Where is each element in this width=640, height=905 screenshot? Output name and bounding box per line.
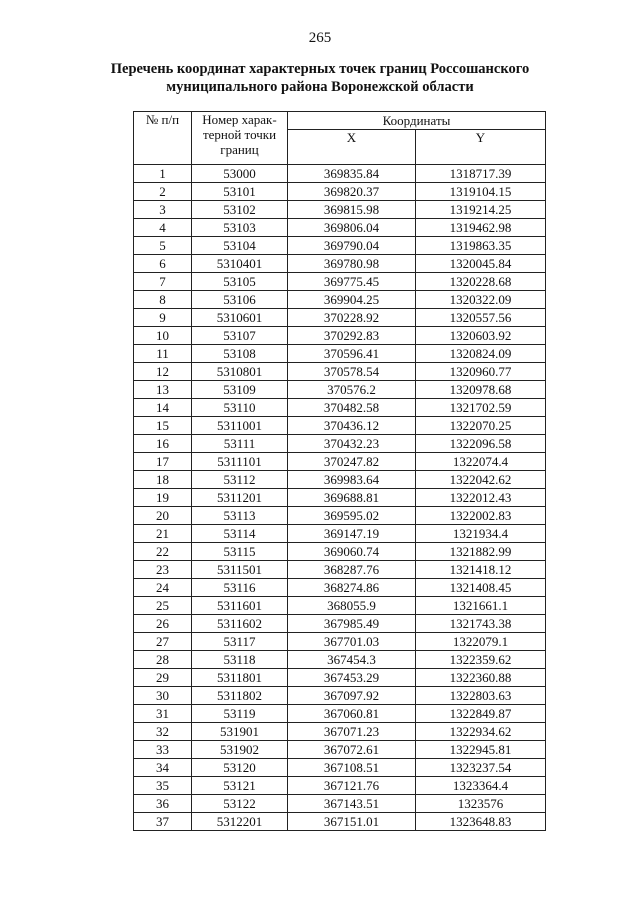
point-number-cell: 53105: [192, 273, 288, 291]
point-number-cell: 53119: [192, 705, 288, 723]
coord-y-cell: 1321661.1: [416, 597, 546, 615]
row-number-cell: 34: [134, 759, 192, 777]
point-number-cell: 53111: [192, 435, 288, 453]
coord-x-cell: 369983.64: [288, 471, 416, 489]
table-row: [134, 561, 546, 579]
point-number-cell: 531901: [192, 723, 288, 741]
table-row: [134, 741, 546, 759]
row-number-cell: 30: [134, 687, 192, 705]
coord-y-cell: 1320228.68: [416, 273, 546, 291]
coord-y-cell: 1322079.1: [416, 633, 546, 651]
page-number: 265: [308, 30, 332, 46]
point-number-cell: 53118: [192, 651, 288, 669]
point-number-cell: 53110: [192, 399, 288, 417]
point-number-cell: 53109: [192, 381, 288, 399]
point-number-cell: 53114: [192, 525, 288, 543]
coord-x-cell: 367097.92: [288, 687, 416, 705]
row-number-cell: 15: [134, 417, 192, 435]
coord-x-cell: 367060.81: [288, 705, 416, 723]
table-row: [134, 417, 546, 435]
table-row: [134, 579, 546, 597]
table-row: [134, 255, 546, 273]
coord-y-cell: 1320978.68: [416, 381, 546, 399]
table-row: [134, 471, 546, 489]
row-number-cell: 29: [134, 669, 192, 687]
row-number-cell: 21: [134, 525, 192, 543]
coord-x-cell: 370436.12: [288, 417, 416, 435]
coord-x-cell: 367985.49: [288, 615, 416, 633]
coord-y-cell: 1321743.38: [416, 615, 546, 633]
coord-y-cell: 1322070.25: [416, 417, 546, 435]
row-number-cell: 10: [134, 327, 192, 345]
header-y: Y: [416, 130, 546, 165]
table-row: [134, 309, 546, 327]
row-number-cell: 8: [134, 291, 192, 309]
point-number-cell: 53113: [192, 507, 288, 525]
point-number-cell: 5311801: [192, 669, 288, 687]
table-row: [134, 795, 546, 813]
table-row: [134, 597, 546, 615]
header-num: № п/п: [134, 112, 192, 165]
row-number-cell: 11: [134, 345, 192, 363]
coord-y-cell: 1323648.83: [416, 813, 546, 831]
point-number-cell: 5311602: [192, 615, 288, 633]
coord-y-cell: 1322934.62: [416, 723, 546, 741]
coord-x-cell: 367072.61: [288, 741, 416, 759]
table-row: [134, 291, 546, 309]
table-row: [134, 453, 546, 471]
table-row: [134, 489, 546, 507]
coord-y-cell: 1322012.43: [416, 489, 546, 507]
coord-y-cell: 1322849.87: [416, 705, 546, 723]
coord-x-cell: 370432.23: [288, 435, 416, 453]
coord-x-cell: 367453.29: [288, 669, 416, 687]
table-row: [134, 525, 546, 543]
row-number-cell: 6: [134, 255, 192, 273]
coord-x-cell: 369595.02: [288, 507, 416, 525]
coord-y-cell: 1320824.09: [416, 345, 546, 363]
point-number-cell: 53000: [192, 165, 288, 183]
coord-x-cell: 370482.58: [288, 399, 416, 417]
title-line-2: муниципального района Воронежской области: [166, 79, 474, 95]
point-number-cell: 531902: [192, 741, 288, 759]
point-number-cell: 53101: [192, 183, 288, 201]
row-number-cell: 33: [134, 741, 192, 759]
row-number-cell: 12: [134, 363, 192, 381]
row-number-cell: 19: [134, 489, 192, 507]
table-row: [134, 705, 546, 723]
point-number-cell: 53107: [192, 327, 288, 345]
coord-y-cell: 1323576: [416, 795, 546, 813]
table-row: [134, 543, 546, 561]
point-number-cell: 53120: [192, 759, 288, 777]
coord-x-cell: 367071.23: [288, 723, 416, 741]
row-number-cell: 37: [134, 813, 192, 831]
row-number-cell: 14: [134, 399, 192, 417]
coord-y-cell: 1320603.92: [416, 327, 546, 345]
point-number-cell: 53116: [192, 579, 288, 597]
row-number-cell: 16: [134, 435, 192, 453]
coord-x-cell: 369904.25: [288, 291, 416, 309]
table-row: [134, 651, 546, 669]
row-number-cell: 2: [134, 183, 192, 201]
table-row: [134, 687, 546, 705]
point-number-cell: 53117: [192, 633, 288, 651]
coord-x-cell: 369806.04: [288, 219, 416, 237]
table-row: [134, 363, 546, 381]
point-number-cell: 5311101: [192, 453, 288, 471]
title-line-1: Перечень координат характерных точек границ Россошанского: [110, 61, 530, 77]
coord-y-cell: 1322803.63: [416, 687, 546, 705]
coord-y-cell: 1322096.58: [416, 435, 546, 453]
coord-y-cell: 1321702.59: [416, 399, 546, 417]
coord-x-cell: 368287.76: [288, 561, 416, 579]
point-number-cell: 5310601: [192, 309, 288, 327]
row-number-cell: 32: [134, 723, 192, 741]
coord-y-cell: 1323237.54: [416, 759, 546, 777]
coord-y-cell: 1320322.09: [416, 291, 546, 309]
table-row: [134, 507, 546, 525]
table-row: [134, 165, 546, 183]
document-title: [70, 60, 570, 96]
table-row: [134, 813, 546, 831]
row-number-cell: 28: [134, 651, 192, 669]
coord-y-cell: 1322042.62: [416, 471, 546, 489]
row-number-cell: 1: [134, 165, 192, 183]
coord-x-cell: 367108.51: [288, 759, 416, 777]
coord-y-cell: 1319214.25: [416, 201, 546, 219]
coord-y-cell: 1320960.77: [416, 363, 546, 381]
table-row: [134, 345, 546, 363]
coord-y-cell: 1321408.45: [416, 579, 546, 597]
coordinates-table: [133, 111, 546, 831]
row-number-cell: 18: [134, 471, 192, 489]
coord-y-cell: 1320557.56: [416, 309, 546, 327]
table-row: [134, 759, 546, 777]
table-row: [134, 669, 546, 687]
coord-x-cell: 367151.01: [288, 813, 416, 831]
table-row: [134, 201, 546, 219]
point-number-cell: 5311201: [192, 489, 288, 507]
table-row: [134, 237, 546, 255]
table-row: [134, 615, 546, 633]
coord-y-cell: 1321418.12: [416, 561, 546, 579]
coord-x-cell: 370576.2: [288, 381, 416, 399]
point-number-cell: 5311501: [192, 561, 288, 579]
row-number-cell: 36: [134, 795, 192, 813]
row-number-cell: 24: [134, 579, 192, 597]
coord-x-cell: 368055.9: [288, 597, 416, 615]
table-row: [134, 723, 546, 741]
table-row: [134, 219, 546, 237]
coord-x-cell: 370578.54: [288, 363, 416, 381]
header-x: X: [288, 130, 416, 165]
header-coordinates: Координаты: [288, 112, 546, 130]
point-number-cell: 5311001: [192, 417, 288, 435]
coord-x-cell: 367121.76: [288, 777, 416, 795]
coord-x-cell: 369815.98: [288, 201, 416, 219]
coord-y-cell: 1322945.81: [416, 741, 546, 759]
point-number-cell: 5310401: [192, 255, 288, 273]
point-number-cell: 53115: [192, 543, 288, 561]
row-number-cell: 20: [134, 507, 192, 525]
row-number-cell: 7: [134, 273, 192, 291]
coord-y-cell: 1322360.88: [416, 669, 546, 687]
row-number-cell: 26: [134, 615, 192, 633]
coord-x-cell: 369688.81: [288, 489, 416, 507]
coord-x-cell: 370596.41: [288, 345, 416, 363]
coord-y-cell: 1318717.39: [416, 165, 546, 183]
row-number-cell: 9: [134, 309, 192, 327]
row-number-cell: 22: [134, 543, 192, 561]
coord-y-cell: 1321882.99: [416, 543, 546, 561]
table-row: [134, 183, 546, 201]
coord-x-cell: 369060.74: [288, 543, 416, 561]
point-number-cell: 53104: [192, 237, 288, 255]
row-number-cell: 31: [134, 705, 192, 723]
coord-y-cell: 1322074.4: [416, 453, 546, 471]
coord-y-cell: 1322002.83: [416, 507, 546, 525]
coord-x-cell: 367701.03: [288, 633, 416, 651]
point-number-cell: 53121: [192, 777, 288, 795]
table-row: [134, 399, 546, 417]
point-number-cell: 53103: [192, 219, 288, 237]
coord-x-cell: 370292.83: [288, 327, 416, 345]
table-row: [134, 435, 546, 453]
coord-x-cell: 367143.51: [288, 795, 416, 813]
row-number-cell: 3: [134, 201, 192, 219]
table-row: [134, 273, 546, 291]
table-header: [134, 112, 546, 165]
coord-x-cell: 368274.86: [288, 579, 416, 597]
row-number-cell: 23: [134, 561, 192, 579]
point-number-cell: 53122: [192, 795, 288, 813]
table-row: [134, 327, 546, 345]
point-number-cell: 5310801: [192, 363, 288, 381]
row-number-cell: 4: [134, 219, 192, 237]
table-row: [134, 381, 546, 399]
coord-y-cell: 1319104.15: [416, 183, 546, 201]
coord-x-cell: 369780.98: [288, 255, 416, 273]
point-number-cell: 5311802: [192, 687, 288, 705]
row-number-cell: 35: [134, 777, 192, 795]
point-number-cell: 53102: [192, 201, 288, 219]
coord-x-cell: 370228.92: [288, 309, 416, 327]
coord-x-cell: 369775.45: [288, 273, 416, 291]
point-number-cell: 5311601: [192, 597, 288, 615]
coord-x-cell: 369835.84: [288, 165, 416, 183]
table-body: [134, 165, 546, 831]
row-number-cell: 13: [134, 381, 192, 399]
row-number-cell: 25: [134, 597, 192, 615]
coord-y-cell: 1321934.4: [416, 525, 546, 543]
table-row: [134, 777, 546, 795]
coord-y-cell: 1319863.35: [416, 237, 546, 255]
coord-x-cell: 369820.37: [288, 183, 416, 201]
coord-x-cell: 370247.82: [288, 453, 416, 471]
point-number-cell: 53108: [192, 345, 288, 363]
coord-y-cell: 1320045.84: [416, 255, 546, 273]
point-number-cell: 53112: [192, 471, 288, 489]
row-number-cell: 27: [134, 633, 192, 651]
coord-x-cell: 367454.3: [288, 651, 416, 669]
coord-y-cell: 1323364.4: [416, 777, 546, 795]
row-number-cell: 17: [134, 453, 192, 471]
point-number-cell: 5312201: [192, 813, 288, 831]
point-number-cell: 53106: [192, 291, 288, 309]
coord-y-cell: 1319462.98: [416, 219, 546, 237]
table-row: [134, 633, 546, 651]
coord-x-cell: 369147.19: [288, 525, 416, 543]
coord-x-cell: 369790.04: [288, 237, 416, 255]
header-point: Номер харак-терной точки границ: [192, 112, 288, 165]
row-number-cell: 5: [134, 237, 192, 255]
coord-y-cell: 1322359.62: [416, 651, 546, 669]
